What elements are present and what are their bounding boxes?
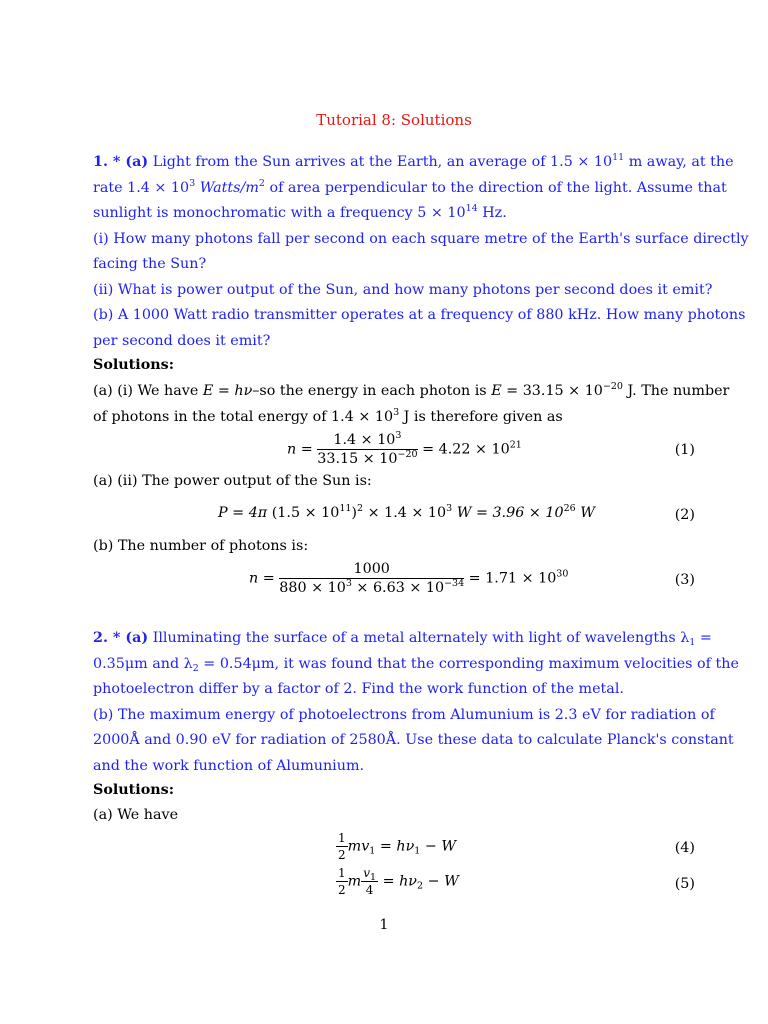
- equation-1: n = $\frac{1.4 \times 10^3}{33.15 \times 10^{-20}}$ = $4.22 \times 10^{21}$: [287, 430, 522, 467]
- page-number: 1: [379, 917, 389, 933]
- q1-part-b-line1: (b) A 1000 Watt radio transmitter operates at a frequency of 880 kHz. How many photons: [93, 307, 746, 323]
- solutions-heading-1: Solutions:: [93, 357, 174, 373]
- q1-part-i-line2: facing the Sun?: [93, 256, 207, 272]
- sol1-a-i-line1: (a) (i) We have E = hν–so the energy in each photon is $E = 33.15 \times 10^{-20}$ J. The number: [93, 381, 730, 399]
- sol1-a-i-line2: of photons in the total energy of $1.4 \times 10^3$ J is therefore given as: [93, 407, 563, 425]
- equation-2: P = 4π $(1.5 \times 10^{11})^2 \times 1.4 \times 10^3$ $W = 3.96 \times 10^{26}$ W: [218, 503, 595, 521]
- equation-5: $\frac{1}{2}$ m $\frac{v_1}{4}$ = $h\nu_2 - W$: [338, 866, 459, 897]
- equation-number-1: (1): [674, 442, 695, 458]
- q1-part-ii: (ii) What is power output of the Sun, and how many photons per second does it emit?: [93, 281, 713, 298]
- equation-number-3: (3): [674, 572, 695, 588]
- equation-number-5: (5): [674, 876, 695, 892]
- equation-4: $\frac{1}{2}$ $mv_1 = h\nu_1 - W$: [338, 831, 457, 862]
- q2-part-b-line3: and the work function of Alumunium.: [93, 757, 365, 774]
- q1-part-b-line2: per second does it emit?: [93, 332, 271, 349]
- solutions-heading-2: Solutions:: [93, 782, 174, 798]
- equation-number-4: (4): [674, 840, 695, 856]
- q2-part-b-line2: 2000Å and 0.90 eV for radiation of 2580Å. Use these data to calculate Planck's constant: [93, 732, 734, 748]
- q2-label: 2. * (a): [93, 630, 149, 646]
- q1-label: 1. * (a): [93, 154, 149, 170]
- sol1-a-ii: (a) (ii) The power output of the Sun is:: [93, 473, 372, 489]
- equation-3: n = $\frac{1000}{880 \times 10^3 \times 6.63 \times 10^{-34}}$ = $1.71 \times 10^{30}$: [249, 561, 569, 596]
- sol2-a: (a) We have: [93, 807, 179, 823]
- question-2: 2. * (a) Illuminating the surface of a metal alternately with light of wavelengths $\lambda_1$ = 0.35μm and $\lambda_2 = 0.54\mu m$, it was found that the corresponding maximum velocities of the photoelectron differ by a factor of 2. Find the work function of the metal. (b) The maximum energy of photoelectrons from Alumunium is 2.3 eV for radiation of 2000Å and 0.90 eV for radiation of 2580Å. Use these data to calculate Planck's constant and the work function of Alumunium.: [93, 626, 695, 779]
- q1-part-i-line1: (i) How many photons fall per second on each square metre of the Earth's surface directly: [93, 230, 749, 247]
- page-title: Tutorial 8: Solutions: [316, 111, 472, 129]
- q2-part-b-line1: (b) The maximum energy of photoelectrons from Alumunium is 2.3 eV for radiation of: [93, 706, 715, 723]
- question-1: 1. * (a) Light from the Sun arrives at the Earth, an average of $1.5 \times 10^{11}$ m away, at the rate $1.4 \times 10^3$ Watts/$m^2$ of area perpendicular to the direction of the light. Assume that sunlight is monochromatic with a frequency $5 \times 10^{14}$ Hz. (i) How many photons fall per second on each square metre of the Earth's surface directly facing the Sun? (ii) What is power output of the Sun, and how many photons per second does it emit? (b) A 1000 Watt radio transmitter operates at a frequency of 880 kHz. How many photons per second does it emit?: [93, 150, 695, 354]
- sol1-b: (b) The number of photons is:: [93, 538, 309, 554]
- equation-number-2: (2): [674, 507, 695, 523]
